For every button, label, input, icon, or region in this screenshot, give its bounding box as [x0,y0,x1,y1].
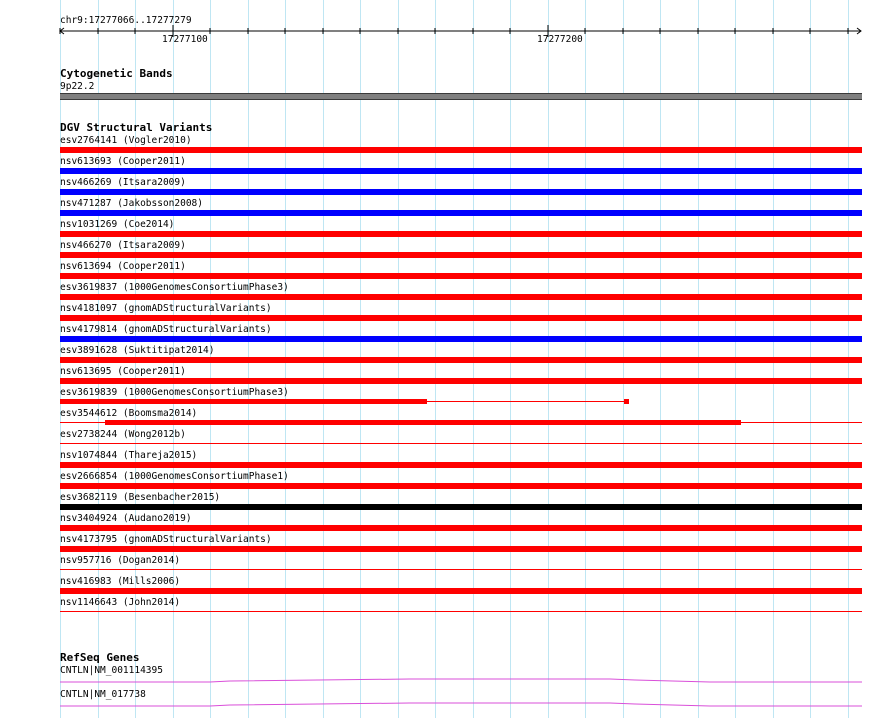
dgv-feature-label: nsv4181097 (gnomADStructuralVariants) [60,303,272,314]
ruler-label-17277100: 17277100 [162,34,208,45]
dgv-feature-bar[interactable] [60,252,862,258]
dgv-feature-label: esv3544612 (Boomsma2014) [60,408,198,419]
cytoband-track-title: Cytogenetic Bands [60,67,173,80]
locus-label: chr9:17277066..17277279 [60,15,192,26]
dgv-feature-label: nsv1031269 (Coe2014) [60,219,175,230]
dgv-feature-block[interactable] [105,420,741,425]
dgv-feature-bar[interactable] [60,569,862,570]
dgv-feature-bar[interactable] [60,336,862,342]
dgv-feature-label: nsv4173795 (gnomADStructuralVariants) [60,534,272,545]
dgv-feature-label: esv3619837 (1000GenomesConsortiumPhase3) [60,282,289,293]
refseq-transcript-line[interactable] [0,677,890,685]
dgv-feature-bar[interactable] [60,462,862,468]
cytoband-label: 9p22.2 [60,81,95,92]
dgv-feature-block[interactable] [624,399,629,404]
dgv-feature-bar[interactable] [60,273,862,279]
dgv-feature-label: nsv1146643 (John2014) [60,597,181,608]
dgv-feature-label: nsv4179814 (gnomADStructuralVariants) [60,324,272,335]
cytoband-bar[interactable] [60,93,862,100]
dgv-feature-label: nsv466269 (Itsara2009) [60,177,186,188]
dgv-feature-label: esv2666854 (1000GenomesConsortiumPhase1) [60,471,289,482]
dgv-feature-label: nsv471287 (Jakobsson2008) [60,198,203,209]
dgv-feature-bar[interactable] [60,546,862,552]
dgv-track-title: DGV Structural Variants [60,121,213,134]
position-ruler [0,22,890,72]
dgv-feature-label: esv3682119 (Besenbacher2015) [60,492,221,503]
dgv-feature-connector[interactable] [427,401,624,402]
dgv-feature-bar[interactable] [60,483,862,489]
dgv-feature-label: esv2764141 (Vogler2010) [60,135,192,146]
ruler-label-17277200: 17277200 [537,34,583,45]
dgv-feature-bar[interactable] [60,378,862,384]
dgv-feature-label: esv3891628 (Suktitipat2014) [60,345,215,356]
dgv-feature-bar[interactable] [60,315,862,321]
dgv-feature-label: esv2738244 (Wong2012b) [60,429,186,440]
refseq-transcript-line[interactable] [0,701,890,709]
dgv-feature-bar[interactable] [60,231,862,237]
dgv-feature-label: nsv957716 (Dogan2014) [60,555,181,566]
refseq-feature-label: CNTLN|NM_001114395 [60,665,163,676]
dgv-feature-bar[interactable] [60,294,862,300]
dgv-feature-bar[interactable] [60,357,862,363]
dgv-feature-label: nsv416983 (Mills2006) [60,576,181,587]
dgv-feature-bar[interactable] [60,588,862,594]
dgv-feature-label: nsv613695 (Cooper2011) [60,366,186,377]
dgv-feature-bar[interactable] [60,147,862,153]
dgv-feature-block[interactable] [60,399,427,404]
dgv-feature-label: nsv613693 (Cooper2011) [60,156,186,167]
dgv-feature-bar[interactable] [60,210,862,216]
dgv-feature-label: nsv466270 (Itsara2009) [60,240,186,251]
dgv-feature-label: nsv613694 (Cooper2011) [60,261,186,272]
dgv-feature-bar[interactable] [60,504,862,510]
dgv-feature-label: nsv3404924 (Audano2019) [60,513,192,524]
dgv-feature-bar[interactable] [60,168,862,174]
refseq-feature-label: CNTLN|NM_017738 [60,689,146,700]
dgv-feature-bar[interactable] [60,443,862,444]
dgv-feature-bar[interactable] [60,525,862,531]
dgv-feature-label: nsv1074844 (Thareja2015) [60,450,198,461]
refseq-track-title: RefSeq Genes [60,651,140,664]
dgv-feature-bar[interactable] [60,611,862,612]
dgv-feature-bar[interactable] [60,189,862,195]
dgv-feature-label: esv3619839 (1000GenomesConsortiumPhase3) [60,387,289,398]
